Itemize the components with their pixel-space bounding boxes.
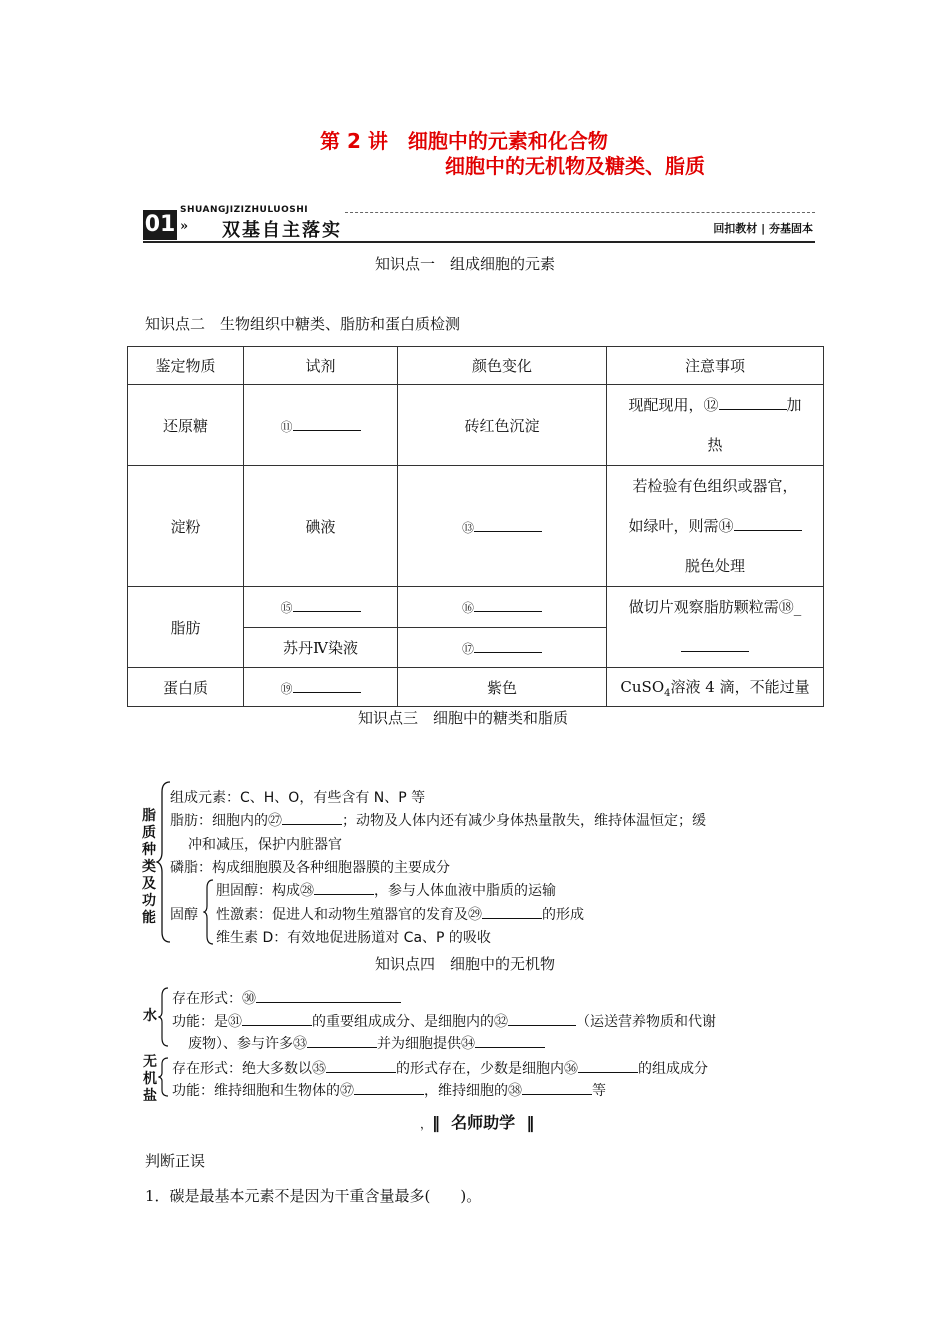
lipid-line-fat: 脂肪：细胞内的㉗ ；动物及人体内还有减少身体热量散失，维持体温恒定；缓 xyxy=(170,813,706,829)
banner-divider xyxy=(345,212,815,213)
banner-arrow-icon: » xyxy=(180,219,189,234)
judge-heading: 判断正误 xyxy=(145,1152,206,1170)
knowledge-point-1: 知识点一 组成细胞的元素 xyxy=(375,255,556,273)
salt-label: 无 机 盐 xyxy=(143,1054,157,1104)
teacher-assist-heading: ，‖ 名师助学 ‖ xyxy=(420,1113,535,1132)
salt-line-function: 功能：维持细胞和生物体的㊲ ，维持细胞的㊳ 等 xyxy=(172,1083,606,1099)
sterol-line-cholesterol: 胆固醇：构成㉘ ，参与人体血液中脂质的运输 xyxy=(216,883,556,899)
header-cell: 颜色变化 xyxy=(398,347,607,385)
cell-color: 砖红色沉淀 xyxy=(398,385,607,466)
cell-reagent: 碘液 xyxy=(244,466,398,587)
knowledge-point-3: 知识点三 细胞中的糖类和脂质 xyxy=(358,709,569,727)
cell-note: 现配现用，⑫ 加 热 xyxy=(607,385,824,466)
cell-reagent: ⑲ xyxy=(244,668,398,707)
lecture-title: 第 2 讲 细胞中的元素和化合物 xyxy=(320,129,608,153)
header-cell: 试剂 xyxy=(244,347,398,385)
cell-color: ⑬ xyxy=(398,466,607,587)
sterol-brace-icon xyxy=(203,878,217,946)
table-row xyxy=(128,385,824,466)
table-row xyxy=(128,587,824,628)
water-brace-icon xyxy=(158,986,172,1048)
cell-substance: 还原糖 xyxy=(128,385,244,466)
header-cell: 注意事项 xyxy=(607,347,824,385)
question-1: 1．碳是最基本元素不是因为干重含量最多( )。 xyxy=(145,1187,482,1205)
banner-pinyin: SHUANGJIZIZHULUOSHI xyxy=(180,205,309,215)
knowledge-point-2: 知识点二 生物组织中糖类、脂肪和蛋白质检测 xyxy=(145,315,461,333)
banner-tagline: 回扣教材 | 夯基固本 xyxy=(713,222,813,235)
lipid-line-fat-cont: 冲和减压，保护内脏器官 xyxy=(188,837,342,853)
cell-note: 若检验有色组织或器官， 如绿叶，则需⑭ 脱色处理 xyxy=(607,466,824,587)
water-line-function-cont: 废物）、参与许多㉝ 并为细胞提供㉞ xyxy=(188,1033,545,1053)
cell-substance: 淀粉 xyxy=(128,466,244,587)
cell-color: 紫色 xyxy=(398,668,607,707)
cell-note: CuSO$_4$溶液 4 滴，不能过量 xyxy=(607,668,824,707)
water-line-function: 功能：是㉛ 的重要组成成分、是细胞内的㉜ （运送营养物质和代谢 xyxy=(172,1014,716,1030)
sterol-line-hormone: 性激素：促进人和动物生殖器官的发育及㉙ 的形成 xyxy=(216,907,584,923)
knowledge-point-4: 知识点四 细胞中的无机物 xyxy=(375,955,556,973)
banner-number: 01 xyxy=(143,210,177,240)
lipid-line-elements: 组成元素：C、H、O，有些含有 N、P 等 xyxy=(170,790,426,806)
cell-note: 做切片观察脂肪颗粒需⑱_ xyxy=(607,587,824,668)
banner-underline xyxy=(143,241,815,243)
water-line-form: 存在形式：㉚ xyxy=(172,988,401,1008)
cell-substance: 脂肪 xyxy=(128,587,244,668)
lecture-subtitle: 细胞中的无机物及糖类、脂质 xyxy=(445,154,705,178)
table-header-row xyxy=(128,347,824,385)
table-row xyxy=(128,466,824,587)
table-row xyxy=(128,668,824,707)
lipid-line-phospholipid: 磷脂：构成细胞膜及各种细胞器膜的主要成分 xyxy=(170,860,450,876)
cell-reagent: 苏丹Ⅳ染液 xyxy=(244,627,398,668)
header-cell: 鉴定物质 xyxy=(128,347,244,385)
cell-reagent: ⑪ xyxy=(244,385,398,466)
cell-color: ⑯ xyxy=(398,587,607,628)
cell-reagent: ⑮ xyxy=(244,587,398,628)
salt-line-form: 存在形式：绝大多数以㉟ 的形式存在，少数是细胞内㊱ 的组成成分 xyxy=(172,1061,708,1077)
cell-substance: 蛋白质 xyxy=(128,668,244,707)
cell-color: ⑰ xyxy=(398,627,607,668)
lipid-vertical-label: 脂 质 种 类 及 功 能 xyxy=(142,808,156,926)
water-label: 水 xyxy=(143,1008,157,1024)
sterol-line-vitamin-d: 维生素 D：有效地促进肠道对 Ca、P 的吸收 xyxy=(216,930,491,946)
sterol-label: 固醇 xyxy=(170,907,198,923)
detection-table xyxy=(127,346,824,707)
salt-brace-icon xyxy=(158,1056,172,1098)
banner-heading: 双基自主落实 xyxy=(222,220,342,241)
